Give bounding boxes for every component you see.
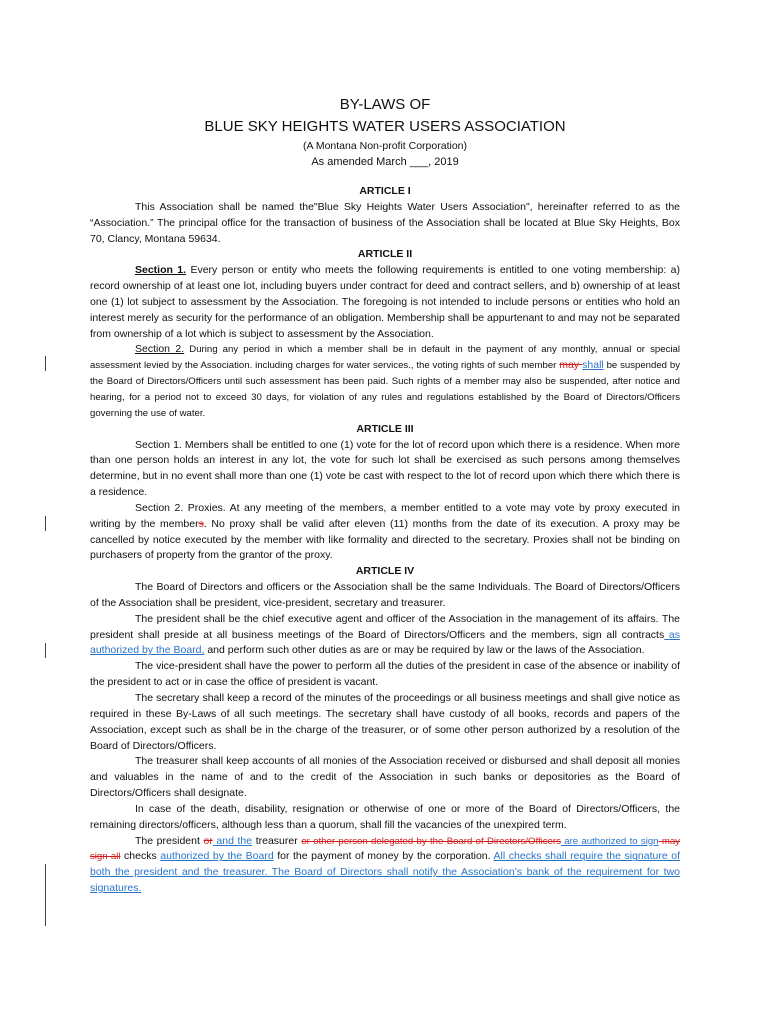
revision-bar: [45, 356, 46, 371]
article-4-secretary: The secretary shall keep a record of the minutes of the proceedings or all business meetings and shall give notice as required in these By-Laws of all such meetings. The secretary shall have custody of all books, records and papers of the Association, except such as shall be in the charge of the treasurer, or of some other person authorized by a resolution of the Board of Directors/Officers.: [90, 692, 680, 752]
article-1-heading: ARTICLE I: [359, 185, 411, 197]
article-2-heading: ARTICLE II: [357, 248, 413, 261]
section-text: Proxies. At any meeting of the members, a member entitled to a vote may vote by proxy executed in writing by the member: [90, 501, 680, 530]
section-label: Section 1.: [135, 264, 187, 277]
deleted-text: or: [203, 834, 213, 847]
doc-amended-date: As amended March ___, 2019: [311, 156, 459, 168]
deleted-text: or other person delegated by the Board of Directors/Officers: [301, 835, 561, 847]
inserted-text: are authorized to sign: [560, 835, 659, 847]
section-label: Section 2.: [135, 501, 184, 514]
doc-subtitle: (A Montana Non-profit Corporation): [303, 140, 467, 152]
article-2-section-2: [90, 342, 680, 421]
article-3-heading: ARTICLE III: [356, 422, 414, 435]
section-text: be suspended by the Board of Directors/Officers until such assessment has been paid. Such rights of a member may also be suspended, after notice and hearing, for a period not to exceed 30 days, for violation of any rules and regulations established by the Board of Directors/Officers governing the use of water.: [90, 360, 680, 419]
doc-title-line2: BLUE SKY HEIGHTS WATER USERS ASSOCIATION: [204, 118, 566, 135]
section-text: During any period in which a member shall be in default in the payment of any monthly, annual or special assessment levied by the Association. including charges for water services., the voting rights of such member: [90, 344, 680, 372]
paragraph-text: The president: [135, 834, 204, 847]
deleted-text: s: [198, 517, 204, 530]
article-4-vacancies: In case of the death, disability, resignation or otherwise of one or more of the Board of Directors/Officers, the remaining directors/officers, although less than a quorum, shall fill the vacancies of the unexpired term.: [90, 802, 680, 831]
deleted-text: may: [559, 359, 583, 372]
article-4-treasurer: The treasurer shall keep accounts of all monies of the Association received or disbursed and shall deposit all monies and valuables in the name of and to the credit of the Association in such banks or depositories as the Board of Directors/Officers shall designate.: [90, 755, 680, 800]
article-4-vice-president: The vice-president shall have the power to perform all the duties of the president in case of the absence or inability of the president to act or in case the office of president is vacant.: [90, 660, 680, 689]
article-4-checks: [90, 834, 680, 897]
article-4-heading: ARTICLE IV: [355, 565, 415, 578]
article-3-section-1: Section 1. Members shall be entitled to one (1) vote for the lot of record upon which there is a residence. When more than one person holds an interest in any lot, the vote for such lot shall be exercised as such persons among themselves determine, but in no event shall more than one (1) vote be cast with respect to the lot of record upon which there which there is a residence.: [90, 438, 680, 499]
inserted-text: shall: [582, 359, 604, 372]
paragraph-text: and perform such other duties as are or may be required by law or the laws of the Association.: [204, 644, 645, 657]
paragraph-text: checks: [120, 850, 161, 863]
doc-title-line1: BY-LAWS OF: [339, 96, 431, 113]
section-text: Every person or entity who meets the following requirements is entitled to one voting membership: a) record ownership of at least one lot, including buyers under contract for deed and contract sellers, and b) ownership of at least one (1) lot subject to assessment by the Association. The foregoing is not intended to include persons or entities who hold an interest merely as security for the performance of an obligation. Membership shall be appurtenant to and may not be separated from ownership of a lot which is subject to assessment by the Association.: [90, 264, 680, 340]
revision-bar: [45, 864, 46, 926]
paragraph-text: for the payment of money by the corporation.: [273, 850, 494, 863]
article-4-president: [90, 612, 680, 660]
inserted-text: as authorized by the Board,: [90, 628, 680, 657]
inserted-text: authorized by the Board: [160, 850, 274, 863]
deleted-text: may sign all: [90, 835, 680, 863]
article-4-board: The Board of Directors and officers or the Association shall be the same Individuals. The Board of Directors/Officers of the Association shall be president, vice-president, secretary and treasurer.: [90, 581, 680, 609]
inserted-text: All checks shall require the signature of both the president and the treasurer. The Board of Directors shall notify the Association’s bank of the requirement for two signatures.: [90, 850, 680, 895]
inserted-text: and the: [212, 834, 253, 847]
paragraph-text: treasurer: [252, 834, 302, 847]
paragraph-text: The president shall be the chief executive agent and officer of the Association in the management of its affairs. The president shall preside at all business meetings of the Board of Directors/Officers and the members, sign all contracts: [90, 612, 680, 641]
section-label: Section 2.: [135, 343, 185, 356]
revision-bar: [45, 643, 46, 658]
article-1-text: This Association shall be named the"Blue Sky Heights Water Users Association", hereinafter referred to as the “Association.” The principal office for the transaction of business of the Association shall be located at Blue Sky Heights, Box 70, Clancy, Montana 59634.: [90, 200, 680, 245]
article-2-section-1: [90, 263, 680, 342]
article-3-section-2: [90, 501, 680, 564]
document-body: [90, 184, 680, 897]
section-text: . No proxy shall be valid after eleven (11) months from the date of its execution. A proxy may be cancelled by notice executed by the member with like formality and directed to the secretary. Proxies shall not be binding on purchasers of property from the grantor of the proxy.: [90, 517, 680, 562]
revision-bar: [45, 516, 46, 531]
